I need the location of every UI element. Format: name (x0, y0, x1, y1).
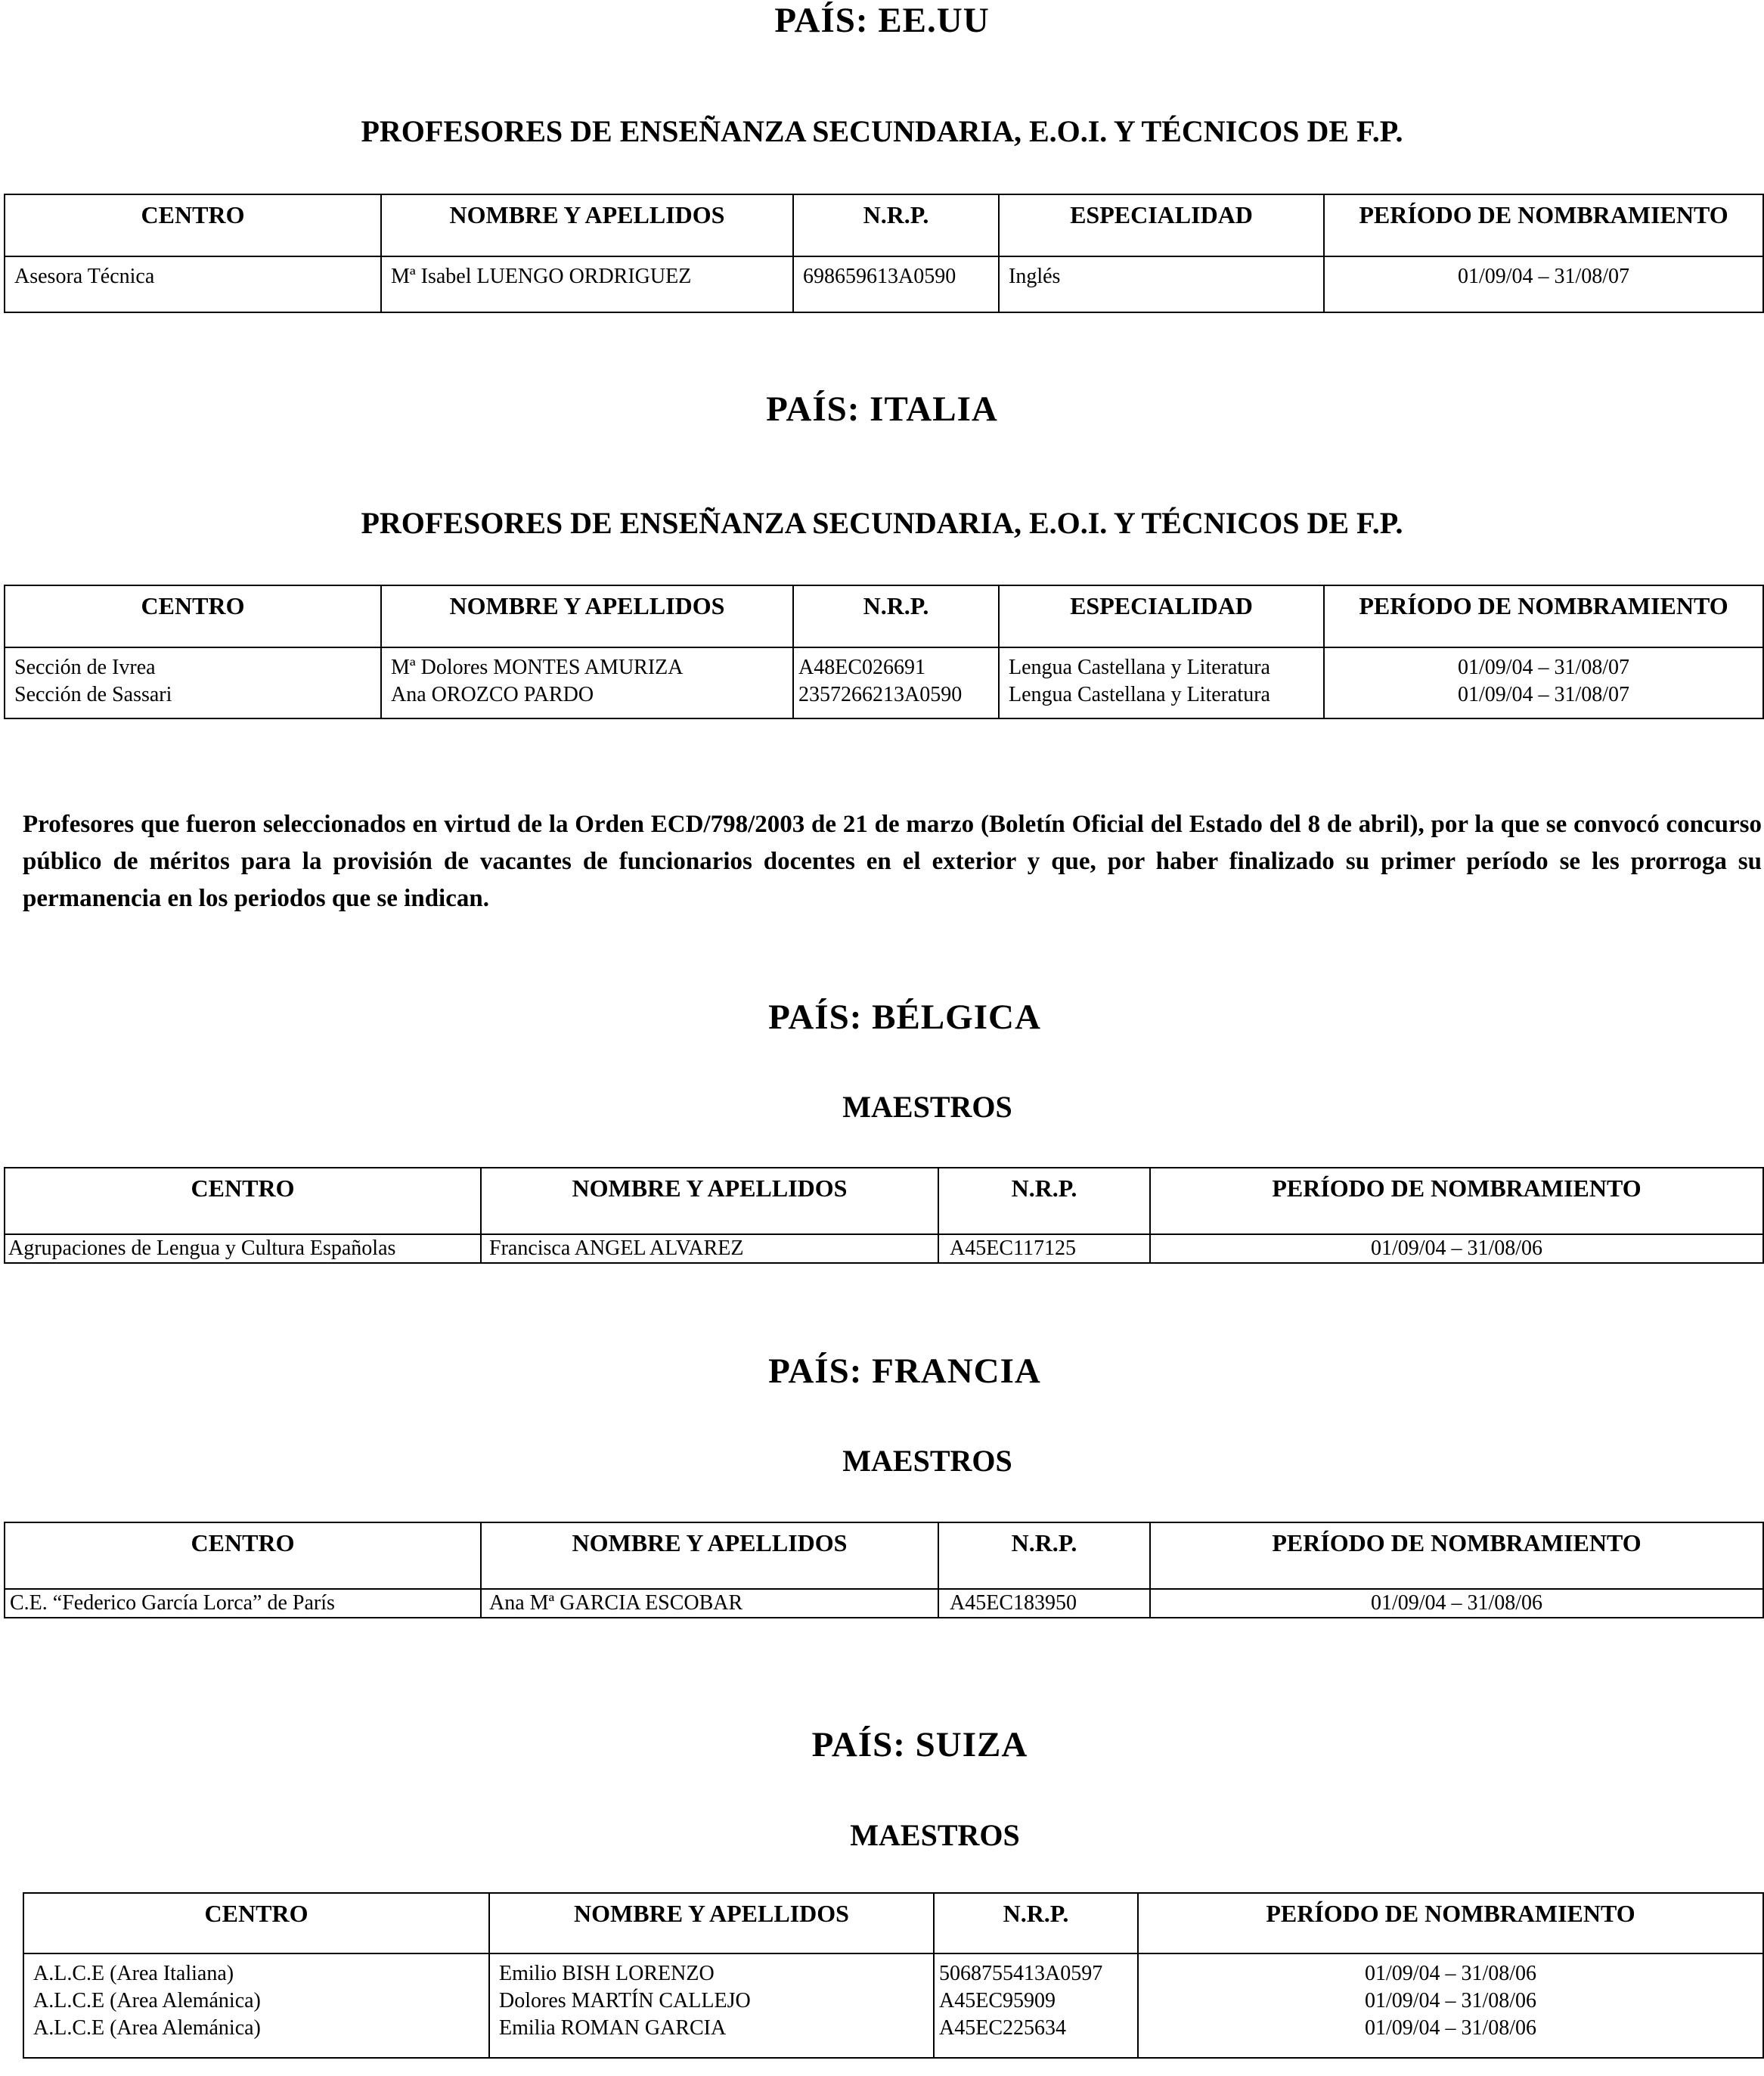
country-heading-suiza: PAÍS: SUIZA (811, 1725, 1028, 1764)
cell-especialidad: Inglés (999, 256, 1324, 312)
column-header-centro: CENTRO (5, 1168, 481, 1234)
column-header-nombre: NOMBRE Y APELLIDOS (381, 585, 793, 647)
country-heading-francia: PAÍS: FRANCIA (768, 1351, 1041, 1391)
cell-nombre: Mª Isabel LUENGO ORDRIGUEZ (381, 256, 793, 312)
table-header-row (5, 1522, 1763, 1589)
column-header-especialidad: ESPECIALIDAD (999, 585, 1324, 647)
column-header-periodo: PERÍODO DE NOMBRAMIENTO (1324, 194, 1763, 256)
table-row (23, 1953, 1763, 2058)
category-heading-francia: MAESTROS (842, 1444, 1012, 1478)
column-header-nrp: N.R.P. (934, 1893, 1138, 1953)
table-eeuu (4, 194, 1764, 313)
prorroga-paragraph: Profesores que fueron seleccionados en virtud de la Orden ECD/798/2003 de 21 de marzo (Boletín Oficial del Estado del 8 de abril), por la que se convocó concurso público de méritos para la provisión de vacantes de funcionarios docentes en el exterior y que, por haber finalizado su primer período se les prorroga su permanencia en los periodos que se indican. (23, 811, 1762, 912)
column-header-periodo: PERÍODO DE NOMBRAMIENTO (1150, 1522, 1763, 1589)
cell-especialidad: Lengua Castellana y Literatura Lengua Castellana y Literatura (999, 647, 1324, 718)
table-italia (4, 585, 1764, 719)
column-header-nrp: N.R.P. (793, 194, 999, 256)
category-heading-suiza: MAESTROS (850, 1818, 1020, 1852)
cell-nrp: 698659613A0590 (793, 256, 999, 312)
table-belgica (4, 1167, 1764, 1264)
cell-centro: Asesora Técnica (5, 256, 381, 312)
table-header-row (5, 585, 1763, 647)
cell-centro: A.L.C.E (Area Italiana) A.L.C.E (Area Alemánica) A.L.C.E (Area Alemánica) (23, 1953, 489, 2058)
table-suiza (23, 1892, 1764, 2059)
table-row (5, 647, 1763, 718)
cell-nombre: Ana Mª GARCIA ESCOBAR (481, 1589, 938, 1618)
cell-periodo: 01/09/04 – 31/08/07 (1324, 256, 1763, 312)
column-header-nrp: N.R.P. (938, 1168, 1150, 1234)
cell-nrp: A45EC183950 (938, 1589, 1150, 1618)
category-heading-italia: PROFESORES DE ENSEÑANZA SECUNDARIA, E.O.I. Y TÉCNICOS DE F.P. (361, 506, 1403, 540)
table-row (5, 256, 1763, 312)
country-heading-belgica: PAÍS: BÉLGICA (768, 998, 1041, 1037)
cell-nombre: Emilio BISH LORENZO Dolores MARTÍN CALLEJO Emilia ROMAN GARCIA (489, 1953, 934, 2058)
column-header-especialidad: ESPECIALIDAD (999, 194, 1324, 256)
column-header-nrp: N.R.P. (793, 585, 999, 647)
country-heading-eeuu: PAÍS: EE.UU (774, 1, 990, 40)
column-header-nrp: N.R.P. (938, 1522, 1150, 1589)
cell-centro: C.E. “Federico García Lorca” de París (5, 1589, 481, 1618)
table-row (5, 1589, 1763, 1618)
column-header-centro: CENTRO (5, 1522, 481, 1589)
country-heading-italia: PAÍS: ITALIA (766, 389, 998, 429)
cell-periodo: 01/09/04 – 31/08/06 (1150, 1589, 1763, 1618)
cell-nombre: Mª Dolores MONTES AMURIZA Ana OROZCO PARDO (381, 647, 793, 718)
cell-centro: Agrupaciones de Lengua y Cultura Españolas (5, 1234, 481, 1263)
column-header-centro: CENTRO (23, 1893, 489, 1953)
table-row (5, 1234, 1763, 1263)
table-header-row (5, 1168, 1763, 1234)
cell-nrp: A45EC117125 (938, 1234, 1150, 1263)
table-header-row (23, 1893, 1763, 1953)
cell-nrp: A48EC026691 2357266213A0590 (793, 647, 999, 718)
table-francia (4, 1522, 1764, 1618)
category-heading-belgica: MAESTROS (842, 1090, 1012, 1124)
cell-periodo: 01/09/04 – 31/08/07 01/09/04 – 31/08/07 (1324, 647, 1763, 718)
category-heading-eeuu: PROFESORES DE ENSEÑANZA SECUNDARIA, E.O.I. Y TÉCNICOS DE F.P. (361, 114, 1403, 148)
column-header-nombre: NOMBRE Y APELLIDOS (481, 1168, 938, 1234)
cell-periodo: 01/09/04 – 31/08/06 (1150, 1234, 1763, 1263)
column-header-nombre: NOMBRE Y APELLIDOS (489, 1893, 934, 1953)
column-header-centro: CENTRO (5, 585, 381, 647)
column-header-periodo: PERÍODO DE NOMBRAMIENTO (1324, 585, 1763, 647)
column-header-nombre: NOMBRE Y APELLIDOS (381, 194, 793, 256)
column-header-periodo: PERÍODO DE NOMBRAMIENTO (1138, 1893, 1763, 1953)
column-header-nombre: NOMBRE Y APELLIDOS (481, 1522, 938, 1589)
column-header-centro: CENTRO (5, 194, 381, 256)
cell-centro: Sección de Ivrea Sección de Sassari (5, 647, 381, 718)
column-header-periodo: PERÍODO DE NOMBRAMIENTO (1150, 1168, 1763, 1234)
cell-nrp: 5068755413A0597 A45EC95909 A45EC225634 (934, 1953, 1138, 2058)
cell-periodo: 01/09/04 – 31/08/06 01/09/04 – 31/08/06 01/09/04 – 31/08/06 (1138, 1953, 1763, 2058)
cell-nombre: Francisca ANGEL ALVAREZ (481, 1234, 938, 1263)
table-header-row (5, 194, 1763, 256)
